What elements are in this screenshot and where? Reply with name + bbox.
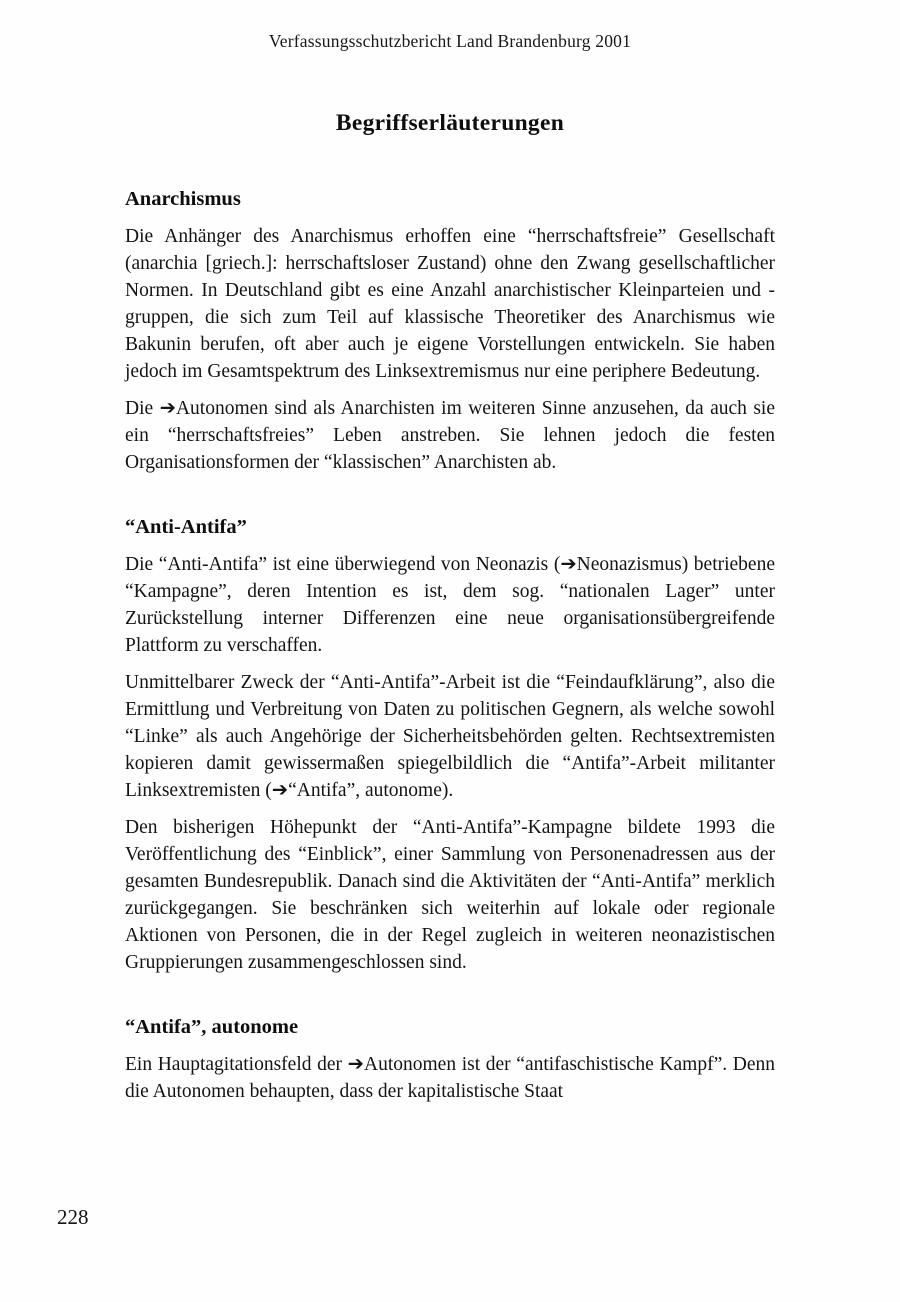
running-header: Verfassungsschutzbericht Land Brandenburg 2001 bbox=[268, 31, 632, 51]
section-heading-antifa-autonome: “Antifa”, autonome bbox=[125, 1016, 299, 1038]
paragraph: Ein Hauptagitationsfeld der ➔Autonomen ist der “antifaschistische Kampf”. Denn die Autonomen behaupten, dass der kapitalistische Staat bbox=[125, 1054, 775, 1102]
page-title: Begriffserläuterungen bbox=[335, 110, 565, 136]
paragraph: Unmittelbarer Zweck der “Anti-Antifa”-Arbeit ist die “Feindaufklärung”, also die Ermittlung und Verbreitung von Daten zu politischen Gegnern, als welche sowohl “Linke” als auch Angehörige der Sicherheitsbehörden gelten. Rechtsextremisten kopieren damit gewissermaßen spiegelbildlich die “Antifa”-Arbeit militanter Linksextremisten (➔“Antifa”, autonome). bbox=[125, 672, 775, 801]
glossary-content bbox=[125, 188, 775, 1105]
section-heading-anti-antifa: “Anti-Antifa” bbox=[125, 516, 247, 538]
section-anti-antifa bbox=[125, 516, 775, 976]
page-number: 228 bbox=[57, 1205, 89, 1229]
section-antifa-autonome bbox=[125, 1016, 775, 1105]
paragraph: Den bisherigen Höhepunkt der “Anti-Antifa”-Kampagne bildete 1993 die Veröffentlichung des “Einblick”, einer Sammlung von Personenadressen aus der gesamten Bundesrepublik. Danach sind die Aktivitäten der “Anti-Antifa” merklich zurückgegangen. Sie beschränken sich weiterhin auf lokale oder regionale Aktionen von Personen, die in der Regel zugleich in weiteren neonazistischen Gruppierungen zusammengeschlossen sind. bbox=[125, 817, 775, 973]
section-heading-anarchismus: Anarchismus bbox=[125, 188, 241, 210]
paragraph: Die “Anti-Antifa” ist eine überwiegend von Neonazis (➔Neonazismus) betriebene “Kampagne”, deren Intention es ist, dem sog. “nationalen Lager” unter Zurückstellung interner Differenzen eine neue organisationsübergreifende Plattform zu verschaffen. bbox=[125, 554, 775, 656]
paragraph: Die ➔Autonomen sind als Anarchisten im weiteren Sinne anzusehen, da auch sie ein “herrschaftsfreies” Leben anstreben. Sie lehnen jedoch die festen Organisationsformen der “klassischen” Anarchisten ab. bbox=[125, 398, 775, 473]
section-anarchismus bbox=[125, 188, 775, 476]
paragraph: Die Anhänger des Anarchismus erhoffen eine “herrschaftsfreie” Gesellschaft (anarchia [griech.]: herrschaftsloser Zustand) ohne den Zwang gesellschaftlicher Normen. In Deutschland gibt es eine Anzahl anarchistischer Kleinparteien und -gruppen, die sich zum Teil auf klassische Theoretiker des Anarchismus wie Bakunin berufen, oft aber auch je eigene Vorstellungen entwickeln. Sie haben jedoch im Gesamtspektrum des Linksextremismus nur eine periphere Bedeutung. bbox=[125, 226, 775, 382]
